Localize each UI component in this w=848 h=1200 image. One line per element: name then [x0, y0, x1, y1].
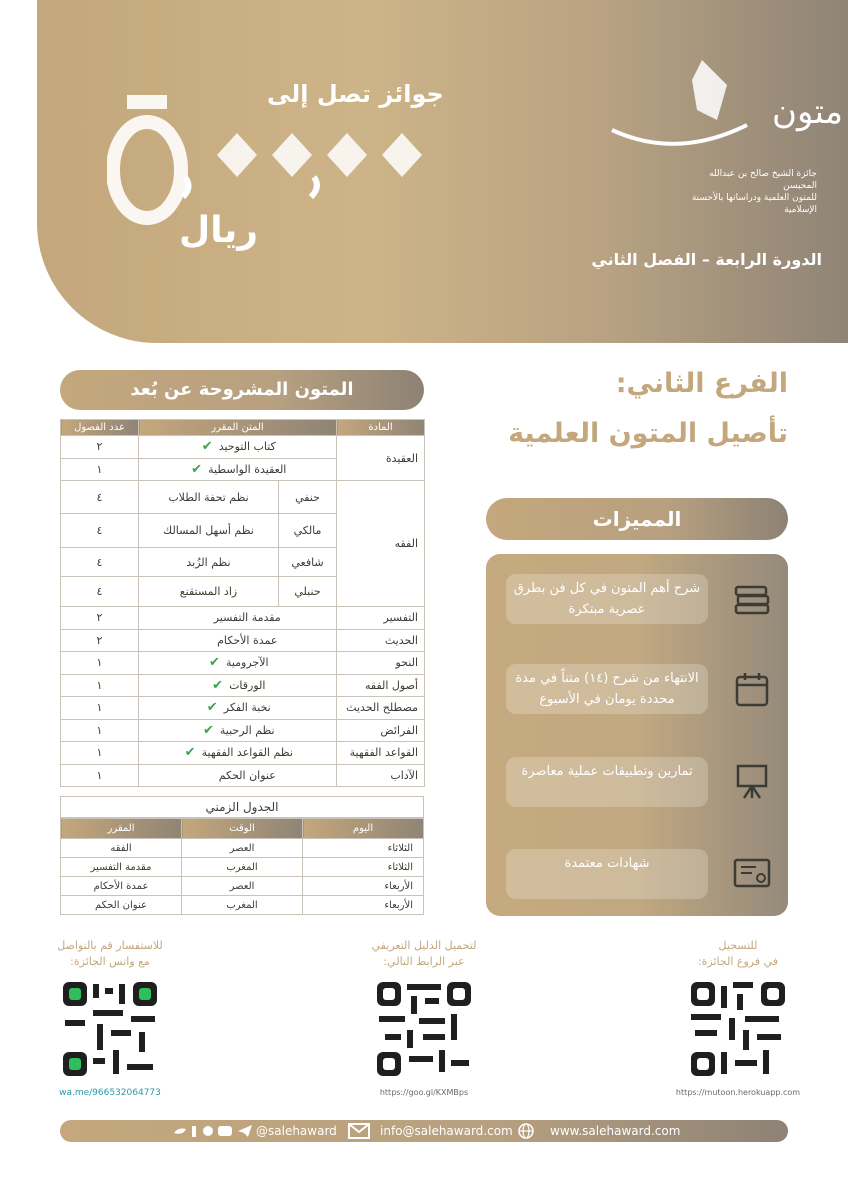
table-row — [61, 858, 424, 877]
header-subject: المادة — [337, 420, 425, 436]
snapchat-icon[interactable] — [203, 1126, 213, 1136]
logo-wordmark: متون — [772, 92, 844, 132]
table-row — [61, 896, 424, 915]
feature-item — [506, 664, 772, 714]
mutoon-logo-icon — [607, 50, 757, 160]
table-header-row — [61, 420, 425, 436]
schedule-title: الجدول الزمني — [60, 796, 424, 818]
text-cell: نظم الزُبد — [139, 548, 279, 577]
globe-icon — [518, 1123, 534, 1139]
subject-cell: القواعد الفقهية — [337, 742, 425, 765]
table-row — [61, 652, 425, 675]
hero-banner — [37, 0, 848, 343]
youtube-icon[interactable] — [218, 1126, 232, 1136]
table-row — [61, 697, 425, 720]
day-cell: الأربعاء — [303, 896, 424, 915]
count-cell: ٤ — [61, 548, 139, 577]
qr-caption-1: للتسجيل — [718, 939, 758, 952]
school-cell: حنبلي — [279, 577, 337, 607]
table-row — [61, 719, 425, 742]
easel-icon — [732, 762, 772, 802]
books-icon — [732, 579, 772, 619]
calendar-icon — [732, 669, 772, 709]
certificate-icon — [732, 854, 772, 894]
header-count: عدد الفصول — [61, 420, 139, 436]
table-row — [61, 839, 424, 858]
table-row — [61, 764, 425, 787]
text-cell: كتاب التوحيد ✔ — [139, 436, 337, 459]
school-cell: حنفي — [279, 481, 337, 514]
count-cell: ١ — [61, 742, 139, 765]
feature-item — [506, 574, 772, 624]
count-cell: ٢ — [61, 436, 139, 459]
qr-code-icon[interactable] — [689, 980, 787, 1078]
social-icons[interactable] — [172, 1123, 254, 1139]
hero-title: جوائز تصل إلى — [267, 80, 444, 108]
feature-item — [506, 849, 772, 899]
subject-cell: الآداب — [337, 764, 425, 787]
schedule-table — [60, 818, 424, 915]
hero-currency: ريال — [179, 210, 258, 251]
school-cell: مالكي — [279, 514, 337, 548]
time-cell: العصر — [182, 839, 303, 858]
course-cell: الفقه — [61, 839, 182, 858]
check-icon: ✔ — [206, 700, 218, 716]
courses-table — [60, 419, 425, 787]
count-cell: ١ — [61, 674, 139, 697]
count-cell: ٤ — [61, 514, 139, 548]
twitter-icon[interactable] — [174, 1129, 186, 1134]
feature-item — [506, 757, 772, 807]
subject-cell: التفسير — [337, 607, 425, 630]
text-cell: الورقات ✔ — [139, 674, 337, 697]
logo-subtitle-line-1: جائزة الشيخ صالح بن عبدالله المحيسن — [709, 169, 817, 191]
subject-cell: الفقه — [337, 481, 425, 607]
time-cell: العصر — [182, 877, 303, 896]
text-cell: نظم أسهل المسالك — [139, 514, 279, 548]
prize-amount-text: ٥٠٠,٠٠٠ — [307, 220, 311, 221]
check-icon: ✔ — [208, 655, 220, 671]
text-cell: نظم القواعد الفقهية ✔ — [139, 742, 337, 765]
table-row — [61, 607, 425, 630]
features-header: المميزات — [486, 498, 788, 540]
feature-text: تمارين وتطبيقات عملية معاصرة — [521, 764, 693, 779]
count-cell: ٢ — [61, 629, 139, 652]
table-row — [61, 481, 425, 514]
qr-link[interactable]: https://goo.gl/KXMBps — [379, 1088, 469, 1097]
day-cell: الثلاثاء — [303, 839, 424, 858]
table-row — [61, 436, 425, 459]
features-panel — [486, 554, 788, 916]
check-icon: ✔ — [184, 745, 196, 761]
text-cell: نظم تحفة الطلاب — [139, 481, 279, 514]
qr-link[interactable]: https://mutoon.herokuapp.com — [675, 1088, 801, 1097]
logo-subtitle-line-2: للمتون العلمية ودراساتها بالأحسنة الإسلامية — [691, 193, 817, 215]
qr-code-icon[interactable] — [375, 980, 473, 1078]
header-day: اليوم — [303, 819, 424, 839]
header-course: المقرر — [61, 819, 182, 839]
qr-caption-1: لتحميل الدليل التعريفي — [371, 939, 477, 952]
qr-register[interactable] — [668, 938, 808, 1097]
check-icon: ✔ — [191, 461, 203, 477]
qr-guide[interactable] — [354, 938, 494, 1097]
branch-title: تأصيل المتون العلمية — [508, 418, 788, 449]
logo-subtitle — [677, 168, 817, 216]
check-icon: ✔ — [212, 677, 224, 693]
subject-cell: مصطلح الحديث — [337, 697, 425, 720]
text-cell: عمدة الأحكام — [139, 629, 337, 652]
day-cell: الثلاثاء — [303, 858, 424, 877]
header-text: المتن المقرر — [139, 420, 337, 436]
website-link[interactable]: www.salehaward.com — [550, 1124, 681, 1138]
qr-link[interactable]: wa.me/966532064773 — [59, 1088, 161, 1098]
text-cell: مقدمة التفسير — [139, 607, 337, 630]
count-cell: ٤ — [61, 481, 139, 514]
qr-caption-1: للاستفسار قم بالتواصل — [57, 939, 163, 952]
feature-text: شرح أهم المتون في كل فن بطرق عصرية مبتكرة — [513, 581, 701, 617]
course-cell: عمدة الأحكام — [61, 877, 182, 896]
count-cell: ١ — [61, 719, 139, 742]
schedule-header-row — [61, 819, 424, 839]
season-label: الدورة الرابعة – الفصل الثاني — [591, 250, 822, 269]
count-cell: ٢ — [61, 607, 139, 630]
qr-contact[interactable] — [40, 938, 180, 1098]
table-row — [61, 877, 424, 896]
qr-caption-2: عبر الرابط التالي: — [383, 955, 465, 968]
subject-cell: الفرائض — [337, 719, 425, 742]
table-row — [61, 742, 425, 765]
feature-text: شهادات معتمدة — [564, 856, 650, 871]
subject-cell: النحو — [337, 652, 425, 675]
feature-text: الانتهاء من شرح (١٤) متناً في مدة محددة يومان في الأسبوع — [515, 671, 699, 707]
subject-cell: العقيدة — [337, 436, 425, 481]
school-cell: شافعي — [279, 548, 337, 577]
remote-courses-header: المتون المشروحة عن بُعد — [60, 370, 424, 410]
email-icon — [348, 1123, 370, 1139]
table-row — [61, 674, 425, 697]
qr-caption-2: في فروع الجائزة: — [697, 955, 779, 968]
social-handle[interactable]: @salehaward — [256, 1124, 337, 1138]
check-icon: ✔ — [201, 439, 213, 455]
count-cell: ١ — [61, 652, 139, 675]
text-cell: نخبة الفكر ✔ — [139, 697, 337, 720]
subject-cell: الحديث — [337, 629, 425, 652]
prize-amount-graphic — [107, 95, 437, 225]
contact-footer — [60, 1120, 788, 1142]
course-cell: عنوان الحكم — [61, 896, 182, 915]
facebook-icon[interactable] — [192, 1126, 196, 1137]
check-icon: ✔ — [202, 722, 214, 738]
count-cell: ١ — [61, 697, 139, 720]
course-cell: مقدمة التفسير — [61, 858, 182, 877]
header-time: الوقت — [182, 819, 303, 839]
qr-code-icon[interactable] — [61, 980, 159, 1078]
table-row — [61, 629, 425, 652]
telegram-icon[interactable] — [238, 1125, 252, 1137]
subject-cell: أصول الفقه — [337, 674, 425, 697]
text-cell: نظم الرحبية ✔ — [139, 719, 337, 742]
count-cell: ٤ — [61, 577, 139, 607]
text-cell: عنوان الحكم — [139, 764, 337, 787]
time-cell: المغرب — [182, 896, 303, 915]
qr-caption-2: مع واتس الجائزة: — [70, 955, 150, 968]
branch-label: الفرع الثاني: — [615, 368, 788, 399]
count-cell: ١ — [61, 458, 139, 481]
text-cell: العقيدة الواسطية ✔ — [139, 458, 337, 481]
count-cell: ١ — [61, 764, 139, 787]
branch-heading — [470, 364, 788, 454]
text-cell: زاد المستقنع — [139, 577, 279, 607]
text-cell: الآجرومية ✔ — [139, 652, 337, 675]
day-cell: الأربعاء — [303, 877, 424, 896]
email-link[interactable]: info@salehaward.com — [380, 1124, 513, 1138]
time-cell: المغرب — [182, 858, 303, 877]
